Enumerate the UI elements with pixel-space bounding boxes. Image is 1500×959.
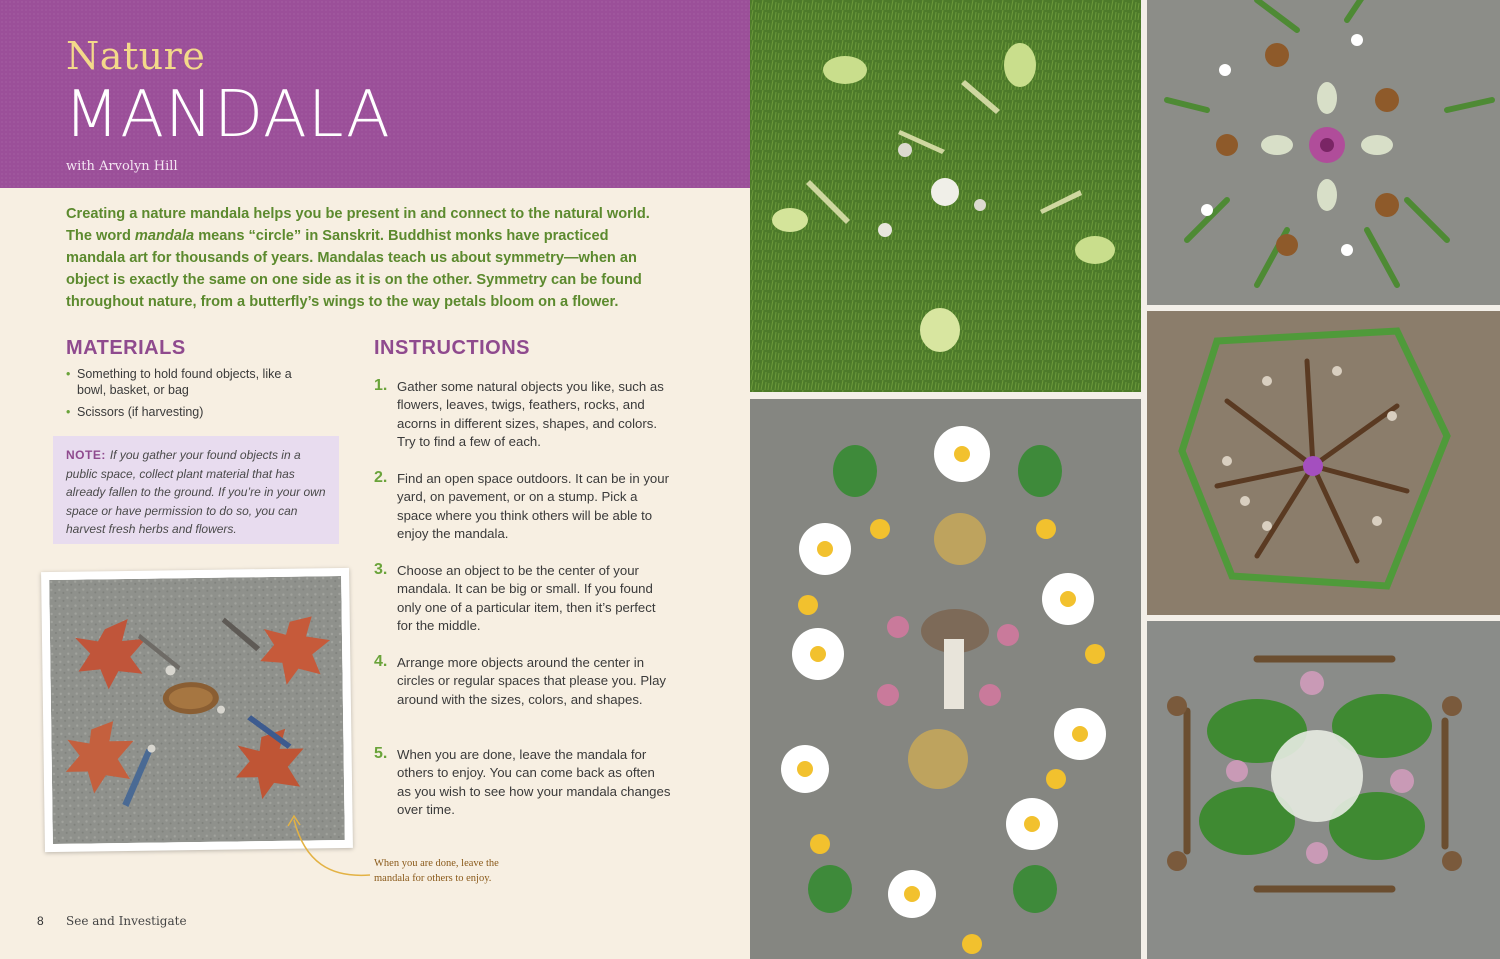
square-leaf-mandala-photo (1147, 621, 1500, 959)
materials-list (66, 366, 306, 426)
title-nature: Nature (66, 34, 206, 78)
list-item: • Something to hold found objects, like a bowl, basket, or bag (66, 366, 306, 398)
title-banner (0, 0, 750, 188)
step-number: 3. (374, 561, 388, 578)
note-label: NOTE: (66, 448, 106, 462)
leaf-mandala-photo (49, 576, 345, 844)
title-mandala: MANDALA (64, 78, 391, 152)
step-number: 1. (374, 377, 388, 394)
note-text: If you gather your found objects in a public space, collect plant material that has already fallen to the ground. If you’re in your own space or have permission to do so, you can harvest fresh herbs and flowers. (66, 448, 326, 536)
step-number: 5. (374, 745, 388, 762)
page-number: 8 (37, 914, 44, 928)
intro-italic-word: mandala (134, 228, 195, 244)
polaroid-photo (41, 568, 353, 852)
photo-caption (374, 856, 499, 886)
note-box (53, 436, 339, 544)
caption-arrow-icon (280, 812, 380, 882)
step-text: Arrange more objects around the center in circles or regular spaces that please you. Play around with the sizes, colors, and shapes. (397, 655, 667, 707)
step-text: Gather some natural objects you like, such as flowers, leaves, twigs, feathers, rocks, and acorns in different sizes, shapes, and colors. Try to find a few of each. (397, 379, 664, 449)
right-page-photos (750, 0, 1500, 959)
step-number: 2. (374, 469, 388, 486)
step-text: When you are done, leave the mandala for others to enjoy. You can come back as often as you wish to see how your mandala changes over time. (397, 747, 671, 817)
intro-text-1: Creating a nature mandala helps you be present in and connect to the natural world. The word (66, 206, 650, 244)
step-text: Choose an object to be the center of your mandala. It can be big or small. If you found only one of a particular item, then it’s perfect for the middle. (397, 563, 656, 633)
byline: with Arvolyn Hill (66, 159, 178, 174)
daisy-mushroom-mandala-photo (750, 399, 1141, 959)
intro-text-2: means “circle” in Sanskrit. Buddhist monks have practiced mandala art for thousands of years. Mandalas teach us about symmetry—when an object is exactly the same on one side as it is on the other. Symmetry can be found throughout nature, from a butterfly’s wings to the way petals bloom on a flower. (66, 228, 642, 310)
intro-paragraph (66, 203, 656, 313)
materials-heading: MATERIALS (66, 337, 186, 359)
running-head: See and Investigate (66, 914, 187, 928)
step-text: Find an open space outdoors. It can be in your yard, on pavement, or on a stump. Pick a space where you think others will be able to enjoy the mandala. (397, 471, 669, 541)
caption-line: When you are done, leave the (374, 858, 499, 869)
stick-pentagon-mandala-photo (1147, 311, 1500, 615)
grass-mandala-photo (750, 0, 1141, 392)
instructions-heading: INSTRUCTIONS (374, 337, 530, 359)
fern-mandala-photo (1147, 0, 1500, 305)
step-number: 4. (374, 653, 388, 670)
list-item: • Scissors (if harvesting) (66, 404, 306, 420)
caption-line: mandala for others to enjoy. (374, 873, 492, 884)
